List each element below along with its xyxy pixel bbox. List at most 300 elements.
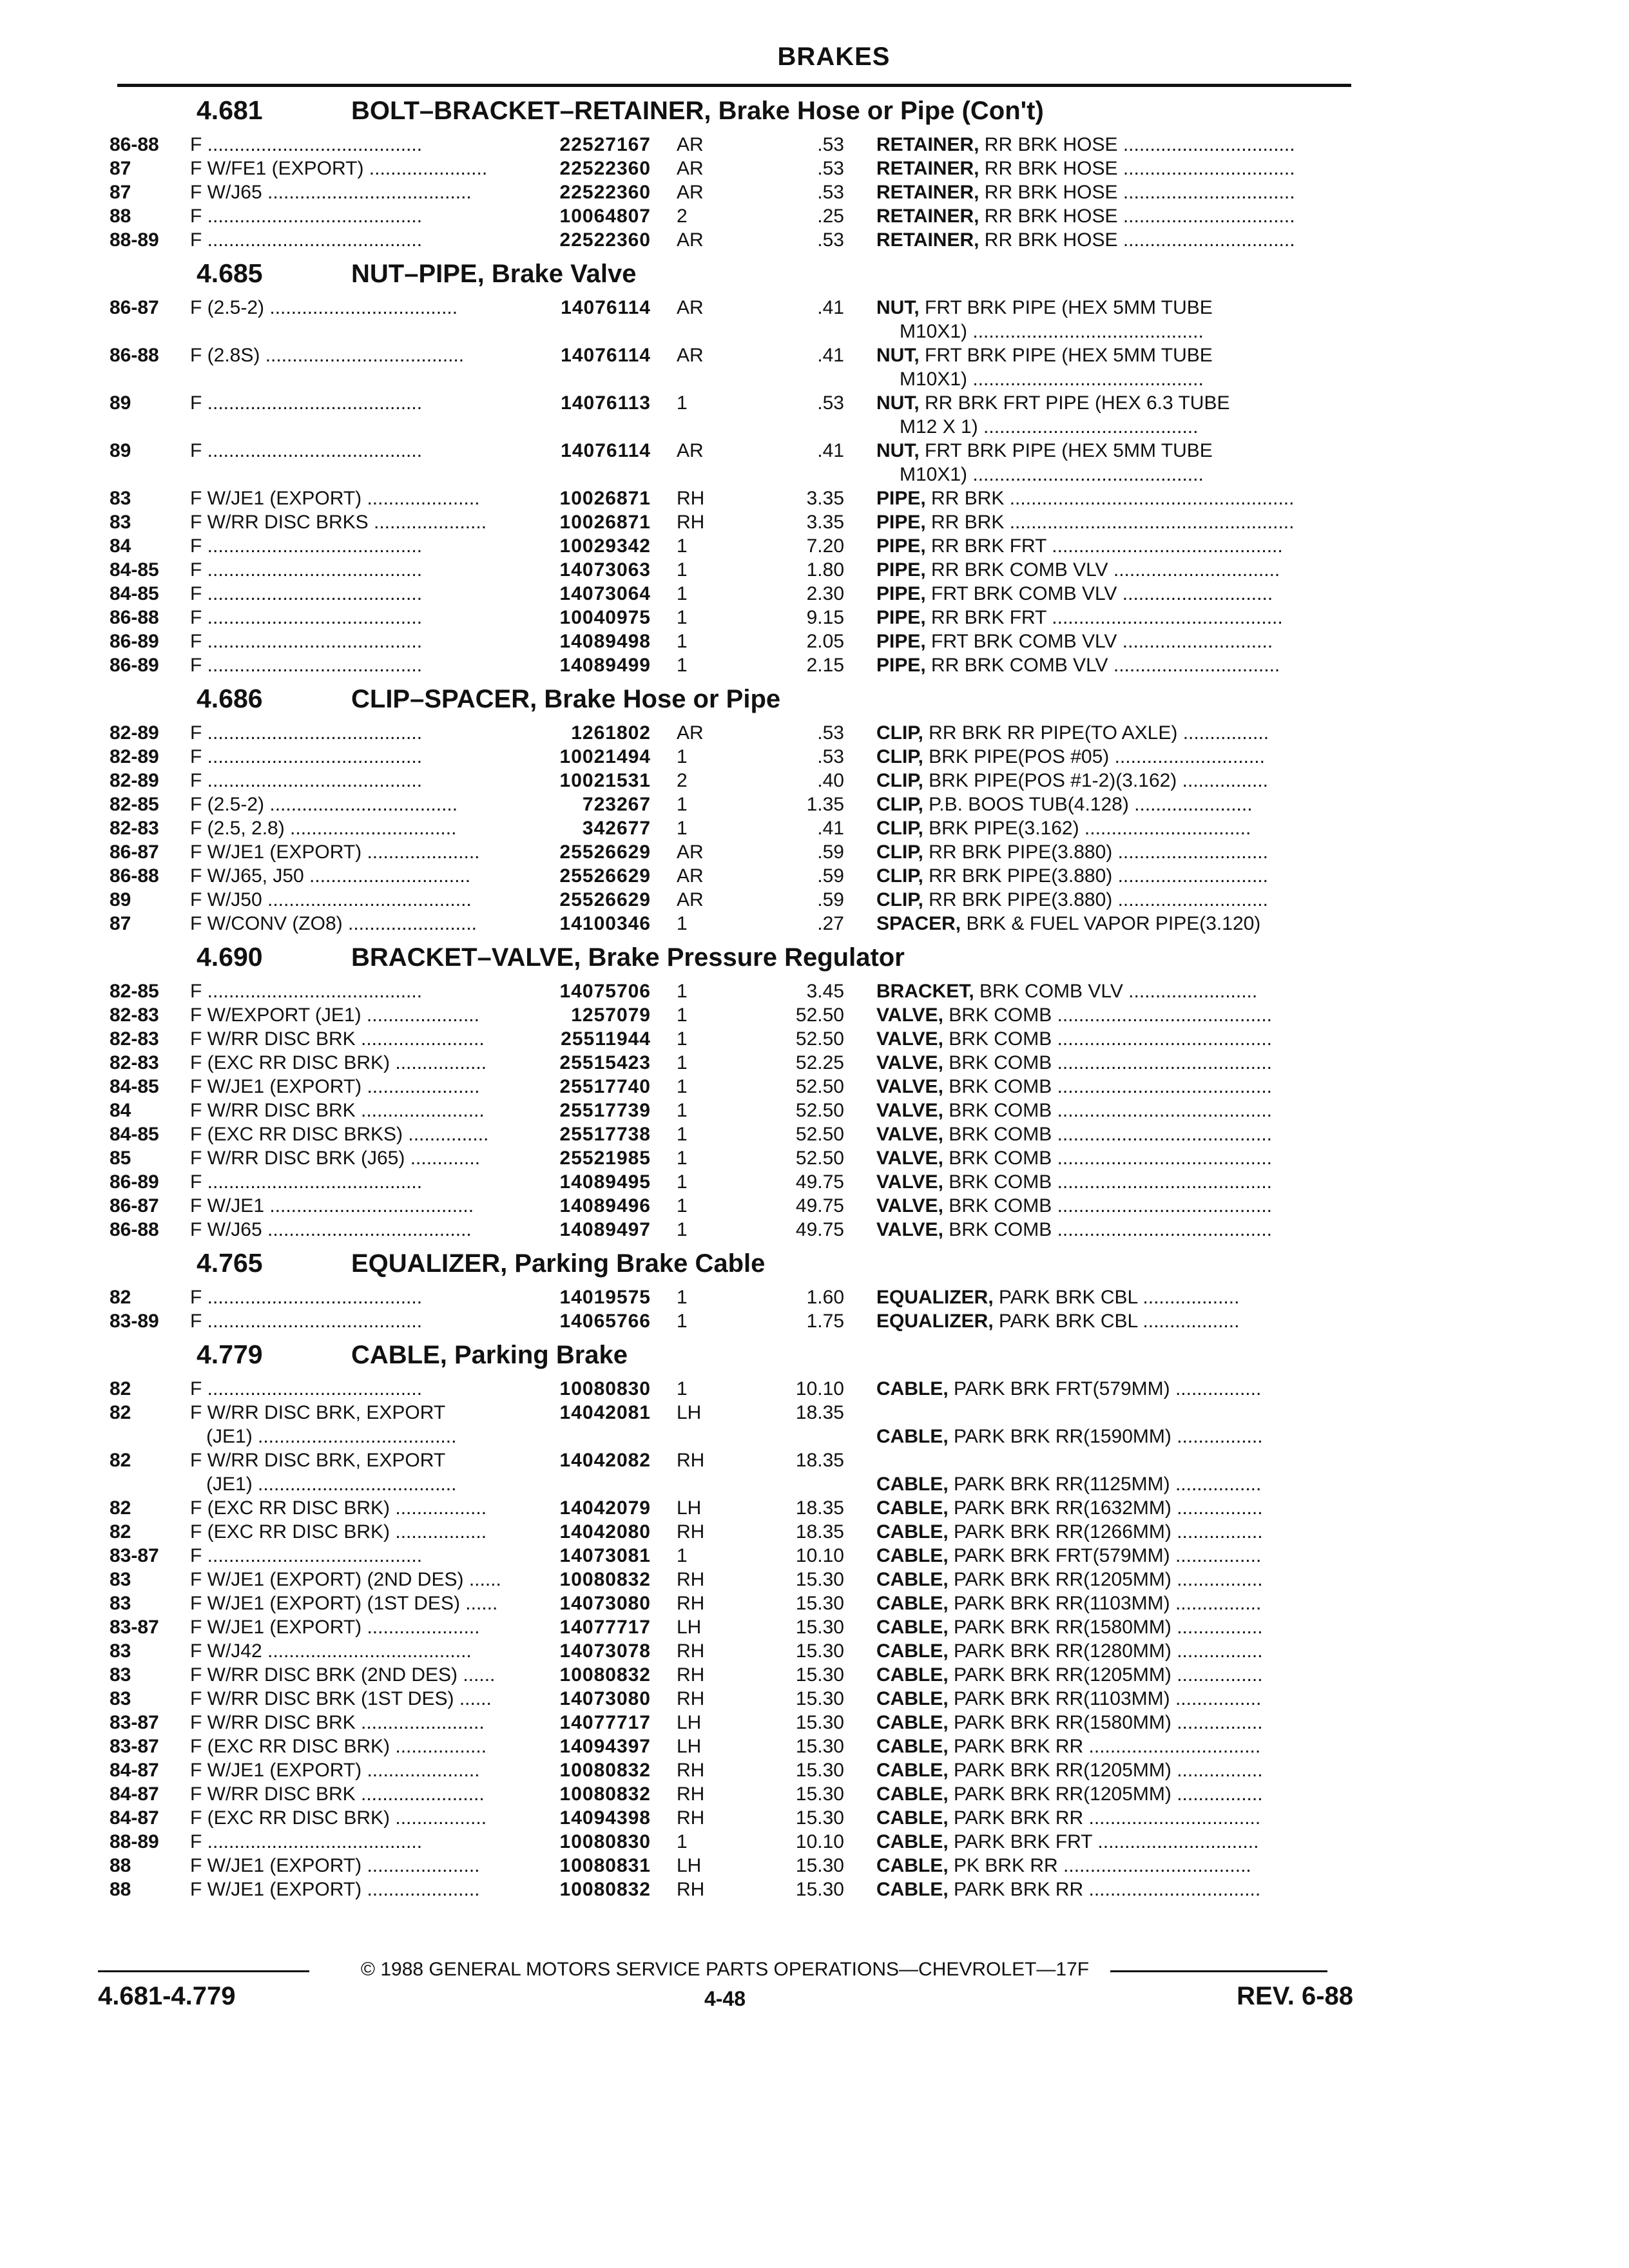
quantity: AR <box>677 889 704 910</box>
part-number: 10021494 <box>559 746 651 767</box>
description-line: CABLE, PARK BRK RR(1590MM) ................ <box>876 1426 1263 1447</box>
application-line: F (EXC RR DISC BRK) ................. <box>190 1052 487 1073</box>
part-number: 14073063 <box>559 559 651 581</box>
model-years: 83-87 <box>110 1736 159 1757</box>
description <box>876 888 1353 912</box>
part-row <box>110 1591 1350 1615</box>
description-line: CABLE, PARK BRK RR(1280MM) ................ <box>876 1640 1263 1662</box>
model-years: 84-85 <box>110 1076 159 1097</box>
description-line: M10X1) ........................................... <box>900 321 1204 342</box>
description-line: PIPE, RR BRK COMB VLV ............................... <box>876 559 1280 581</box>
price: 15.30 <box>795 1593 844 1614</box>
application-line: (JE1) ..................................... <box>190 1474 457 1495</box>
description <box>876 1591 1353 1615</box>
model-years: 82 <box>110 1378 131 1399</box>
part-row <box>110 204 1350 228</box>
description <box>876 1309 1353 1333</box>
price: 10.10 <box>795 1831 844 1852</box>
part-number: 14076114 <box>561 440 651 461</box>
part-number: 1257079 <box>571 1004 651 1026</box>
description-line: CABLE, PARK BRK RR(1125MM) ................ <box>876 1474 1262 1495</box>
part-number: 14089497 <box>559 1219 651 1240</box>
description-line: M10X1) ........................................... <box>900 464 1204 485</box>
description <box>876 486 1353 510</box>
description-line: CLIP, BRK PIPE(POS #05) ............................ <box>876 746 1265 767</box>
description-line: CABLE, PARK BRK RR(1205MM) ................ <box>876 1760 1263 1781</box>
quantity: 2 <box>677 206 688 227</box>
part-row <box>110 391 1350 439</box>
part-row <box>110 157 1350 180</box>
part-number: 22522360 <box>559 182 651 203</box>
part-number: 14077717 <box>559 1712 651 1733</box>
section-number: 4.686 <box>197 684 263 713</box>
footer-copyright: © 1988 GENERAL MOTORS SERVICE PARTS OPERATIONS—CHEVROLET—17F <box>360 1959 1090 1980</box>
application-line: F W/RR DISC BRK ....................... <box>190 1100 485 1121</box>
quantity: 1 <box>677 631 688 652</box>
part-number: 14089496 <box>559 1195 651 1216</box>
price: 1.80 <box>806 559 844 581</box>
description <box>876 1377 1353 1401</box>
section-title: EQUALIZER, Parking Brake Cable <box>351 1249 766 1278</box>
part-row <box>110 1099 1350 1122</box>
section-title: BOLT–BRACKET–RETAINER, Brake Hose or Pipe (Con't) <box>351 97 1044 125</box>
quantity: RH <box>677 1569 705 1590</box>
model-years: 82 <box>110 1521 131 1542</box>
part-row <box>110 1830 1350 1854</box>
quantity: 1 <box>677 1219 688 1240</box>
model-years: 83 <box>110 1640 131 1662</box>
model-years: 85 <box>110 1148 131 1169</box>
price: 15.30 <box>795 1855 844 1876</box>
price: 10.10 <box>795 1545 844 1566</box>
section-heading <box>110 1333 1350 1377</box>
model-years: 82-83 <box>110 1028 159 1050</box>
description <box>876 1285 1353 1309</box>
part-row <box>110 864 1350 888</box>
application-line: F W/RR DISC BRK (J65) ............. <box>190 1148 481 1169</box>
description-line: CABLE, PARK BRK FRT(579MM) ................ <box>876 1545 1262 1566</box>
model-years: 83-87 <box>110 1545 159 1566</box>
part-number: 14089498 <box>559 631 651 652</box>
description <box>876 343 1353 391</box>
model-years: 88-89 <box>110 1831 159 1852</box>
quantity: AR <box>677 229 704 251</box>
model-years: 89 <box>110 889 131 910</box>
quantity: 1 <box>677 1148 688 1169</box>
description-line: CABLE, PARK BRK RR(1205MM) ................ <box>876 1783 1263 1805</box>
model-years: 88 <box>110 206 131 227</box>
description-line: CABLE, PK BRK RR ................................... <box>876 1855 1251 1876</box>
description-line: CABLE, PARK BRK RR ................................ <box>876 1879 1261 1900</box>
description <box>876 1218 1353 1242</box>
part-number: 25526629 <box>559 865 651 887</box>
part-row <box>110 1782 1350 1806</box>
part-number: 14065766 <box>559 1311 651 1332</box>
description-line: CLIP, RR BRK PIPE(3.880) ............................ <box>876 841 1268 863</box>
description-line: EQUALIZER, PARK BRK CBL .................. <box>876 1287 1240 1308</box>
price: 3.35 <box>806 488 844 509</box>
part-row <box>110 1568 1350 1591</box>
application-line: F ........................................ <box>190 631 423 652</box>
part-row <box>110 1285 1350 1309</box>
part-number: 14089499 <box>559 655 651 676</box>
description-line: CABLE, PARK BRK RR ................................ <box>876 1736 1261 1757</box>
application-line: F (2.5-2) ................................... <box>190 297 458 318</box>
part-number: 10080832 <box>559 1569 651 1590</box>
application-line: F W/J65 ...................................... <box>190 1219 472 1240</box>
application-line: F ........................................ <box>190 1171 423 1193</box>
part-row <box>110 1854 1350 1878</box>
application-line: F W/J42 ...................................... <box>190 1640 472 1662</box>
quantity: 1 <box>677 607 688 628</box>
part-row <box>110 793 1350 816</box>
description-line: CLIP, BRK PIPE(3.162) ............................... <box>876 818 1251 839</box>
part-row <box>110 1878 1350 1901</box>
quantity: 1 <box>677 535 688 557</box>
section-number: 4.765 <box>197 1248 263 1278</box>
description-line: CABLE, PARK BRK RR ................................ <box>876 1807 1261 1829</box>
model-years: 84-87 <box>110 1807 159 1829</box>
part-number: 14073078 <box>559 1640 651 1662</box>
description <box>876 1878 1353 1901</box>
price: 2.15 <box>806 655 844 676</box>
model-years: 87 <box>110 182 131 203</box>
description <box>876 653 1353 677</box>
part-row <box>110 1615 1350 1639</box>
quantity: RH <box>677 1783 705 1805</box>
application-line: F W/RR DISC BRK, EXPORT <box>190 1402 446 1423</box>
page-header <box>0 43 1629 72</box>
part-row <box>110 1639 1350 1663</box>
section-title: CLIP–SPACER, Brake Hose or Pipe <box>351 685 781 713</box>
price: 15.30 <box>795 1640 844 1662</box>
model-years: 83 <box>110 1664 131 1686</box>
model-years: 86-88 <box>110 607 159 628</box>
price: .41 <box>817 818 844 839</box>
price: 49.75 <box>795 1195 844 1216</box>
description <box>876 1711 1353 1735</box>
part-row <box>110 439 1350 486</box>
description-line: VALVE, BRK COMB ........................................ <box>876 1219 1272 1240</box>
model-years: 88-89 <box>110 229 159 251</box>
quantity: 1 <box>677 1195 688 1216</box>
part-number: 14076113 <box>561 392 651 414</box>
quantity: LH <box>677 1617 702 1638</box>
price: 15.30 <box>795 1807 844 1829</box>
part-number: 22522360 <box>559 229 651 251</box>
description <box>876 180 1353 204</box>
description-line: VALVE, BRK COMB ........................................ <box>876 1076 1272 1097</box>
model-years: 83-89 <box>110 1311 159 1332</box>
description-line: CABLE, PARK BRK RR(1266MM) ................ <box>876 1521 1263 1542</box>
description <box>876 1401 1353 1448</box>
description-line: PIPE, RR BRK FRT ........................................... <box>876 535 1283 557</box>
quantity: 1 <box>677 392 688 414</box>
model-years: 83-87 <box>110 1712 159 1733</box>
description-line: CLIP, RR BRK RR PIPE(TO AXLE) ................ <box>876 722 1269 744</box>
description-line: CABLE, PARK BRK RR(1632MM) ................ <box>876 1497 1263 1519</box>
model-years: 84-87 <box>110 1783 159 1805</box>
quantity: RH <box>677 1664 705 1686</box>
price: 52.50 <box>795 1004 844 1026</box>
application-line: F W/JE1 (EXPORT) ..................... <box>190 1760 480 1781</box>
description-line: VALVE, BRK COMB ........................................ <box>876 1004 1272 1026</box>
description-line: RETAINER, RR BRK HOSE ................................ <box>876 158 1295 179</box>
part-number: 14075706 <box>559 981 651 1002</box>
part-row <box>110 1051 1350 1075</box>
part-row <box>110 1377 1350 1401</box>
quantity: AR <box>677 841 704 863</box>
price: 15.30 <box>795 1736 844 1757</box>
part-number: 14094397 <box>559 1736 651 1757</box>
description <box>876 228 1353 252</box>
description <box>876 558 1353 582</box>
price: 15.30 <box>795 1879 844 1900</box>
part-number: 25511944 <box>561 1028 651 1050</box>
quantity: 1 <box>677 1378 688 1399</box>
part-number: 10021531 <box>559 770 651 791</box>
part-row <box>110 840 1350 864</box>
application-line: F W/EXPORT (JE1) ..................... <box>190 1004 479 1026</box>
application-line: F ........................................ <box>190 229 423 251</box>
model-years: 84-85 <box>110 1124 159 1145</box>
part-row <box>110 1309 1350 1333</box>
description <box>876 979 1353 1003</box>
description <box>876 1051 1353 1075</box>
application-line: F ........................................ <box>190 1378 423 1399</box>
description <box>876 582 1353 606</box>
part-number: 25526629 <box>559 889 651 910</box>
part-number: 14094398 <box>559 1807 651 1829</box>
price: 52.25 <box>795 1052 844 1073</box>
description <box>876 1099 1353 1122</box>
price: 15.30 <box>795 1760 844 1781</box>
quantity: AR <box>677 297 704 318</box>
description-line: CABLE, PARK BRK RR(1205MM) ................ <box>876 1569 1263 1590</box>
description-line: PIPE, FRT BRK COMB VLV ............................ <box>876 631 1273 652</box>
application-line: F ........................................ <box>190 134 423 155</box>
description <box>876 1075 1353 1099</box>
quantity: 1 <box>677 1287 688 1308</box>
quantity: 1 <box>677 1076 688 1097</box>
description <box>876 439 1353 486</box>
quantity: 1 <box>677 913 688 934</box>
section-title: BRACKET–VALVE, Brake Pressure Regulator <box>351 943 905 972</box>
application-line: F (EXC RR DISC BRK) ................. <box>190 1497 487 1519</box>
application-line: F ........................................ <box>190 655 423 676</box>
description-line: EQUALIZER, PARK BRK CBL .................. <box>876 1311 1240 1332</box>
application-line: F (2.5, 2.8) ............................... <box>190 818 457 839</box>
price: 52.50 <box>795 1124 844 1145</box>
description <box>876 534 1353 558</box>
part-row <box>110 1401 1350 1448</box>
part-number: 14042080 <box>559 1521 651 1542</box>
part-number: 10080830 <box>559 1831 651 1852</box>
model-years: 86-88 <box>110 1219 159 1240</box>
part-number: 10080832 <box>559 1783 651 1805</box>
description <box>876 1854 1353 1878</box>
description <box>876 1735 1353 1758</box>
description <box>876 1830 1353 1854</box>
description-line: VALVE, BRK COMB ........................................ <box>876 1195 1272 1216</box>
description <box>876 1544 1353 1568</box>
description-line: BRACKET, BRK COMB VLV ........................ <box>876 981 1258 1002</box>
application-line: F W/RR DISC BRK ....................... <box>190 1028 485 1050</box>
application-line: F ........................................ <box>190 981 423 1002</box>
description-line: NUT, FRT BRK PIPE (HEX 5MM TUBE <box>876 440 1213 461</box>
description <box>876 816 1353 840</box>
price: 7.20 <box>806 535 844 557</box>
application-line: F ........................................ <box>190 607 423 628</box>
part-row <box>110 629 1350 653</box>
model-years: 83 <box>110 512 131 533</box>
application-line: F W/JE1 (EXPORT) (2ND DES) ...... <box>190 1569 501 1590</box>
application-line: F ........................................ <box>190 440 423 461</box>
quantity: LH <box>677 1402 702 1423</box>
description-line: M10X1) ........................................... <box>900 369 1204 390</box>
model-years: 82 <box>110 1287 131 1308</box>
description <box>876 1520 1353 1544</box>
description-line: PIPE, RR BRK COMB VLV ............................... <box>876 655 1280 676</box>
description-line <box>876 1448 1353 1472</box>
section-heading <box>110 252 1350 296</box>
section-number: 4.681 <box>197 95 263 125</box>
description <box>876 157 1353 180</box>
quantity: LH <box>677 1736 702 1757</box>
quantity: LH <box>677 1497 702 1519</box>
application-line: F W/RR DISC BRK ....................... <box>190 1783 485 1805</box>
section-heading <box>110 936 1350 979</box>
part-number: 14089495 <box>559 1171 651 1193</box>
part-number: 14019575 <box>559 1287 651 1308</box>
description-line: VALVE, BRK COMB ........................................ <box>876 1052 1272 1073</box>
part-row <box>110 296 1350 343</box>
description-line: VALVE, BRK COMB ........................................ <box>876 1171 1272 1193</box>
application-line: F W/RR DISC BRKS ..................... <box>190 512 487 533</box>
description-line: RETAINER, RR BRK HOSE ................................ <box>876 229 1295 251</box>
application-line: F ........................................ <box>190 1831 423 1852</box>
quantity: AR <box>677 182 704 203</box>
application-line: F ........................................ <box>190 770 423 791</box>
application-line: F W/FE1 (EXPORT) ...................... <box>190 158 488 179</box>
part-row <box>110 721 1350 745</box>
part-row <box>110 888 1350 912</box>
quantity: 1 <box>677 1100 688 1121</box>
application-line: F (2.5-2) ................................... <box>190 794 458 815</box>
model-years: 86-88 <box>110 345 159 366</box>
model-years: 82-83 <box>110 1004 159 1026</box>
quantity: RH <box>677 512 705 533</box>
quantity: RH <box>677 1760 705 1781</box>
part-row <box>110 816 1350 840</box>
application-line: F ........................................ <box>190 722 423 744</box>
quantity: 1 <box>677 1171 688 1193</box>
part-number: 10026871 <box>559 512 651 533</box>
quantity: RH <box>677 1807 705 1829</box>
description-line: NUT, FRT BRK PIPE (HEX 5MM TUBE <box>876 297 1213 318</box>
application-line: F (EXC RR DISC BRK) ................. <box>190 1736 487 1757</box>
description-line: CABLE, PARK BRK RR(1580MM) ................ <box>876 1712 1263 1733</box>
part-number: 22527167 <box>559 134 651 155</box>
description-line: VALVE, BRK COMB ........................................ <box>876 1100 1272 1121</box>
model-years: 82-89 <box>110 746 159 767</box>
price: 9.15 <box>806 607 844 628</box>
description <box>876 769 1353 793</box>
price: 15.30 <box>795 1569 844 1590</box>
part-row <box>110 1075 1350 1099</box>
part-number: 14042081 <box>559 1402 651 1423</box>
quantity: 1 <box>677 655 688 676</box>
model-years: 82 <box>110 1402 131 1423</box>
part-number: 14077717 <box>559 1617 651 1638</box>
price: .41 <box>817 345 844 366</box>
description <box>876 391 1353 439</box>
application-line: F W/J50 ...................................... <box>190 889 472 910</box>
part-row <box>110 1520 1350 1544</box>
quantity: RH <box>677 1593 705 1614</box>
description-line <box>876 1401 1353 1425</box>
part-number: 10080831 <box>559 1855 651 1876</box>
price: 1.75 <box>806 1311 844 1332</box>
model-years: 87 <box>110 913 131 934</box>
application-line: F W/JE1 ...................................... <box>190 1195 474 1216</box>
price: .53 <box>817 158 844 179</box>
quantity: LH <box>677 1712 702 1733</box>
description-line: CABLE, PARK BRK RR(1205MM) ................ <box>876 1664 1263 1686</box>
price: .53 <box>817 182 844 203</box>
application-line: F ........................................ <box>190 1545 423 1566</box>
part-row <box>110 1194 1350 1218</box>
part-row <box>110 769 1350 793</box>
application-line: F W/JE1 (EXPORT) ..................... <box>190 1879 480 1900</box>
description <box>876 721 1353 745</box>
part-row <box>110 653 1350 677</box>
quantity: RH <box>677 1521 705 1542</box>
part-row <box>110 1711 1350 1735</box>
price: 15.30 <box>795 1712 844 1733</box>
part-number: 10080832 <box>559 1664 651 1686</box>
price: .41 <box>817 440 844 461</box>
part-number: 22522360 <box>559 158 651 179</box>
application-line: F (EXC RR DISC BRKS) ............... <box>190 1124 489 1145</box>
description <box>876 1687 1353 1711</box>
application-line: F (EXC RR DISC BRK) ................. <box>190 1521 487 1542</box>
footer-revision: REV. 6-88 <box>1237 1982 1353 2010</box>
footer-range: 4.681-4.779 <box>98 1982 236 2010</box>
model-years: 83-87 <box>110 1617 159 1638</box>
price: 2.05 <box>806 631 844 652</box>
model-years: 82 <box>110 1497 131 1519</box>
quantity: 1 <box>677 559 688 581</box>
price: 18.35 <box>795 1497 844 1519</box>
model-years: 89 <box>110 392 131 414</box>
quantity: RH <box>677 1640 705 1662</box>
part-number: 14073080 <box>559 1688 651 1709</box>
description <box>876 912 1353 936</box>
description-line: RETAINER, RR BRK HOSE ................................ <box>876 134 1295 155</box>
part-row <box>110 1806 1350 1830</box>
description-line: CLIP, RR BRK PIPE(3.880) ............................ <box>876 865 1268 887</box>
model-years: 83 <box>110 1569 131 1590</box>
description-line: VALVE, BRK COMB ........................................ <box>876 1028 1272 1050</box>
part-row <box>110 1003 1350 1027</box>
model-years: 86-87 <box>110 297 159 318</box>
price: .53 <box>817 746 844 767</box>
quantity: AR <box>677 158 704 179</box>
quantity: RH <box>677 1879 705 1900</box>
quantity: 1 <box>677 818 688 839</box>
application-line: F (EXC RR DISC BRK) ................. <box>190 1807 487 1829</box>
